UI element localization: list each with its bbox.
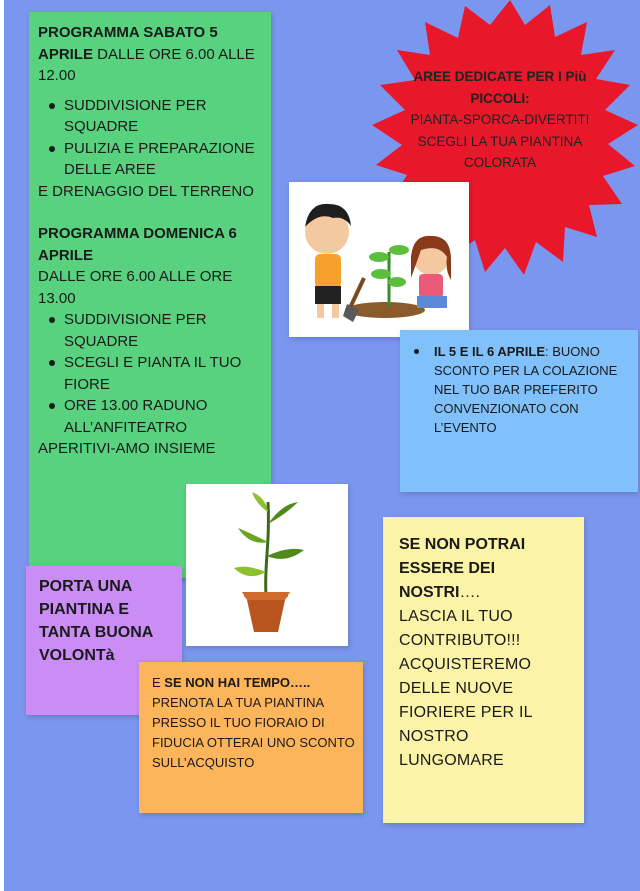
- sunday-extra: APERITIVI-AMO INSIEME: [38, 440, 216, 457]
- kids-planting-illustration: [289, 182, 469, 337]
- star-title: AREE DEDICATE PER I Più PICCOLI:: [413, 69, 587, 106]
- reserve-card: [139, 662, 363, 813]
- star-text: [398, 66, 602, 174]
- discount-card: [400, 330, 638, 492]
- bring-text: PORTA UNA PIANTINA E TANTA BUONA VOLONTà: [39, 578, 153, 664]
- saturday-item: SUDDIVISIONE PER SQUADRE: [38, 95, 263, 138]
- saturday-list: [38, 95, 263, 181]
- contribute-dots: ….: [459, 584, 480, 601]
- saturday-extra: E DRENAGGIO DEL TERRENO: [38, 182, 254, 200]
- saturday-heading: [38, 22, 263, 87]
- kids-planting-image: [289, 182, 469, 337]
- potted-plant-illustration: [186, 484, 348, 646]
- contribute-card: [383, 517, 584, 823]
- sunday-item: SCEGLI E PIANTA IL TUO FIORE: [38, 352, 263, 395]
- reserve-text-block: [152, 673, 355, 773]
- saturday-hours: DALLE ORE 6.00 ALLE 12.00: [38, 45, 255, 84]
- sunday-hours: DALLE ORE 6.00 ALLE ORE 13.00: [38, 268, 233, 307]
- discount-text: : BUONO SCONTO PER LA COLAZIONE NEL TUO BAR PREFERITO CONVENZIONATO CON L’EVENTO: [434, 344, 618, 435]
- reserve-title: SE NON HAI TEMPO…..: [164, 675, 311, 690]
- saturday-item: PULIZIA E PREPARAZIONE DELLE AREE: [38, 138, 263, 181]
- saturday-title: PROGRAMMA SABATO 5 APRILE: [38, 24, 218, 63]
- contribute-title: SE NON POTRAI ESSERE DEI NOSTRI: [399, 536, 526, 601]
- contribute-text: LASCIA IL TUO CONTRIBUTO!!! ACQUISTEREMO DELLE NUOVE FIORIERE PER IL NOSTRO LUNGOMARE: [399, 608, 533, 769]
- star-line2: SCEGLI LA TUA PIANTINA COLORATA: [417, 133, 583, 170]
- sunday-list: [38, 309, 263, 438]
- potted-plant-image: [186, 484, 348, 646]
- star-line1: PIANTA-SPORCA-DIVERTITI: [410, 112, 590, 127]
- sunday-item: ORE 13.00 RADUNO ALL’ANFITEATRO: [38, 395, 263, 438]
- discount-item: [408, 342, 630, 437]
- sunday-title: PROGRAMMA DOMENICA 6 APRILE: [38, 225, 237, 264]
- reserve-text: PRENOTA LA TUA PIANTINA PRESSO IL TUO FIORAIO DI FIDUCIA OTTERAI UNO SCONTO SULL’ACQUISTO: [152, 695, 355, 770]
- discount-dates: IL 5 E IL 6 APRILE: [434, 344, 546, 359]
- sunday-item: SUDDIVISIONE PER SQUADRE: [38, 309, 263, 352]
- reserve-prefix: E: [152, 675, 165, 690]
- flyer: [4, 0, 640, 891]
